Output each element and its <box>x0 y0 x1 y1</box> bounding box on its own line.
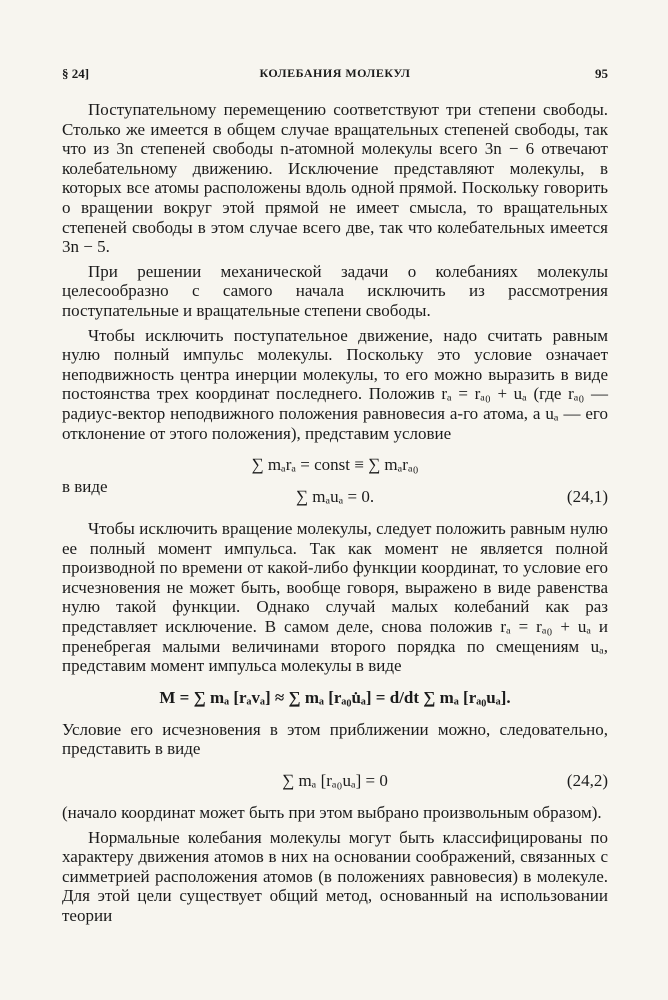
equation-angular-momentum <box>62 686 608 710</box>
paragraph-degrees-of-freedom: Поступательному перемещению соответствуют три степени свободы. Столько же имеется в общем случае вращательных степеней свободы, так что из 3n степеней свободы n-атомной молекулы всего 3n − 6 отвечают колебательному движению. Исключение представляют молекулы, в которых все атомы расположены вдоль одной прямой. Поскольку говорить о вращении вокруг этой прямой не имеет смысла, то вращательных степеней свободы в этом случае всего две, так что колебательных имеется 3n − 5. <box>62 100 608 257</box>
page-body <box>62 100 608 926</box>
paragraph-origin-note: (начало координат может быть при этом выбрано произвольным образом). <box>62 803 602 823</box>
in-form-label: в виде <box>62 477 108 497</box>
paragraph-vanishing-condition: Условие его исчезновения в этом приближении можно, следовательно, представить в виде <box>62 719 608 759</box>
paragraph-rotation: Чтобы исключить вращение молекулы, следует положить равным нулю ее полный момент импульса. Так как момент не является полной производной по времени от какой-либо функции координат, то условие его исчезновения не может быть, вообще говоря, выражено в виде равенства нулю такой функции. Однако случай малых колебаний как раз представляет исключение. В самом деле, снова положив rₐ = rₐ₀ + uₐ и пренебрегая малыми величинами второго порядка по смещениям uₐ, представим момент импульса молекулы в виде <box>62 519 608 676</box>
section-marker: § 24] <box>62 66 90 81</box>
page-number: 95 <box>595 66 608 81</box>
running-header <box>62 66 608 82</box>
paragraph-translational-motion: Чтобы исключить поступательное движение, надо считать равным нулю полный импульс молекулы. Поскольку это условие означает неподвижность центра инерции молекулы, то его можно выразить в виде постоянства трех координат последнего. Положив rₐ = rₐ₀ + uₐ (где rₐ₀ — радиус-вектор неподвижного положения равновесия a-го атома, а uₐ — его отклонение от этого положения), представим условие <box>62 325 608 443</box>
running-title: КОЛЕБАНИЯ МОЛЕКУЛ <box>259 66 411 80</box>
equation-24-1-text: ∑ mₐuₐ = 0. <box>295 487 375 507</box>
equation-center-of-mass-text: ∑ mₐrₐ = const ≡ ∑ mₐrₐ₀ <box>251 455 419 475</box>
equation-24-2 <box>62 769 608 793</box>
paragraph-mechanical-problem: При решении механической задачи о колебаниях молекулы целесообразно с самого начала исключить из рассмотрения поступательные и вращательные степени свободы. <box>62 261 608 320</box>
equation-center-of-mass <box>62 453 608 477</box>
equation-24-1 <box>62 477 608 509</box>
equation-angular-momentum-text: M = ∑ mₐ [rₐvₐ] ≈ ∑ mₐ [rₐ₀u̇ₐ] = d/dt ∑ mₐ [rₐ₀uₐ]. <box>159 687 511 707</box>
equation-24-2-number: (24,2) <box>566 771 608 791</box>
equation-24-1-number: (24,1) <box>566 487 608 507</box>
equation-24-2-text: ∑ mₐ [rₐ₀uₐ] = 0 <box>282 771 388 791</box>
paragraph-normal-modes: Нормальные колебания молекулы могут быть классифицированы по характеру движения атомов в них на основании соображений, связанных с симметрией расположения атомов (в положениях равновесия) в молекуле. Для этой цели существует общий метод, основанный на использовании теории <box>62 827 608 925</box>
